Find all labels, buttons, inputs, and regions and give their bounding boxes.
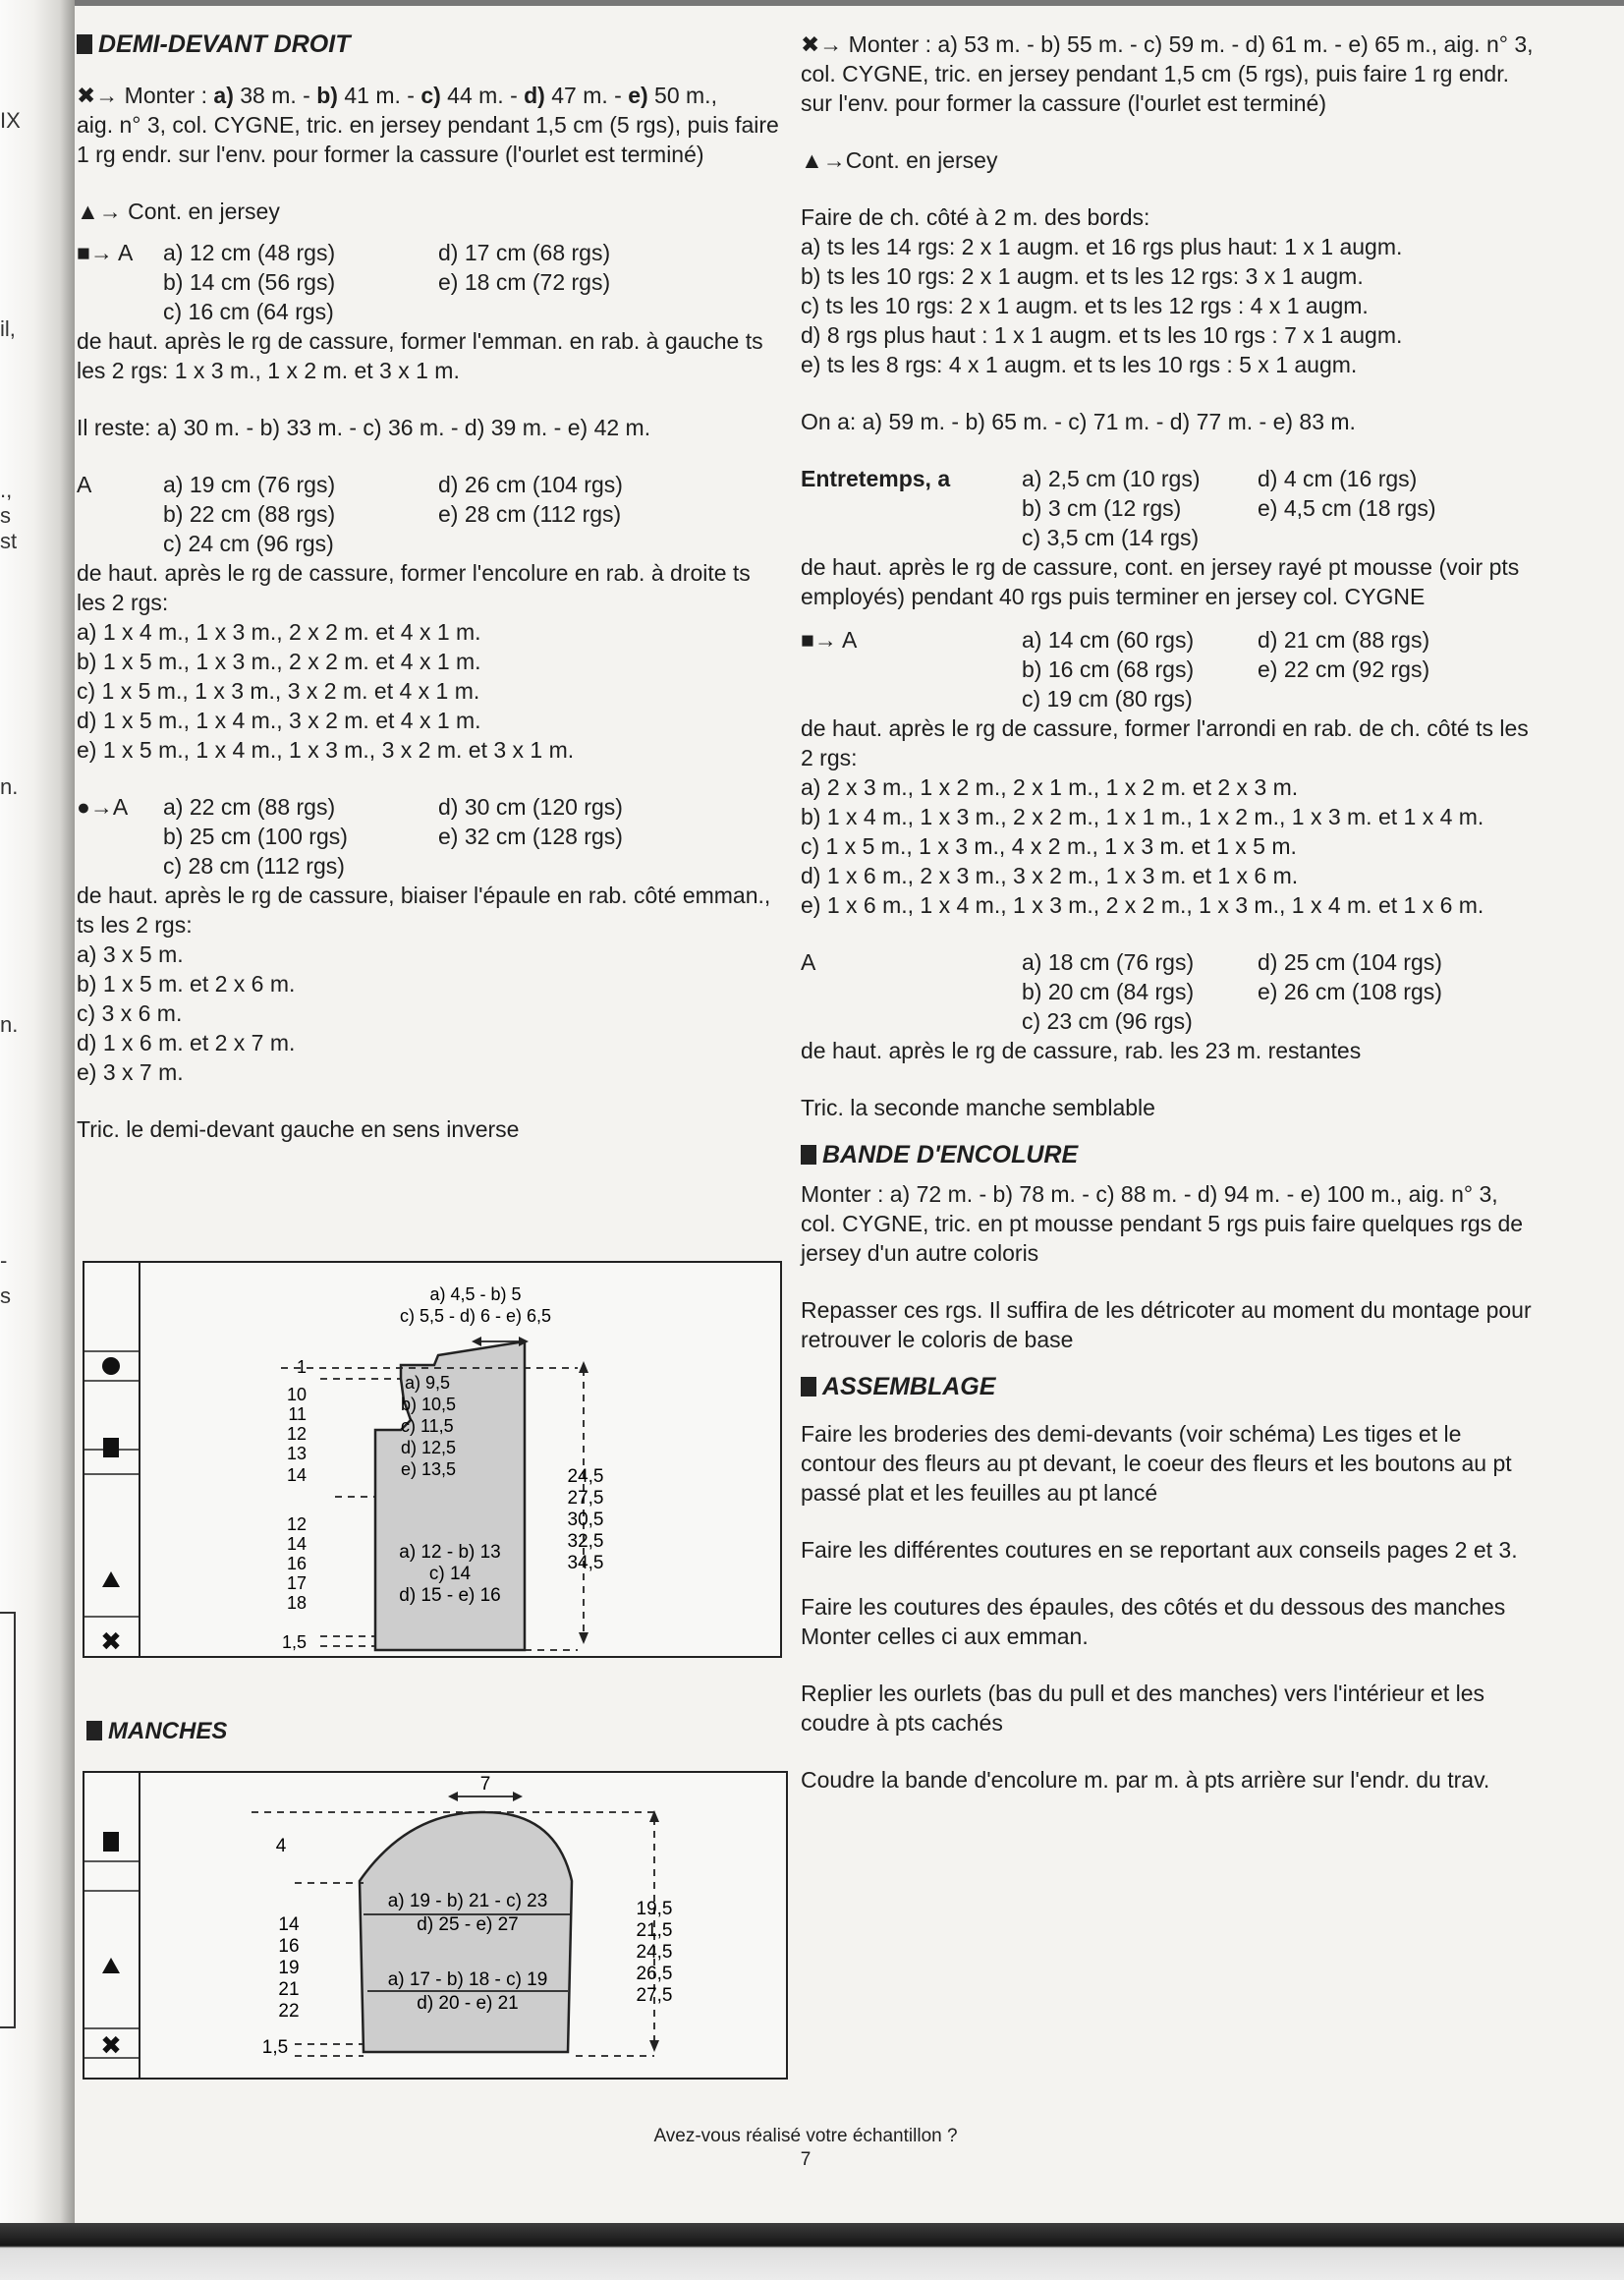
svg-text:14: 14 — [286, 1534, 307, 1554]
arrondi-line: c) 1 x 5 m., 1 x 3 m., 4 x 2 m., 1 x 3 m. et 1 x 5 m. — [801, 833, 1297, 859]
assemblage-step: Faire les broderies des demi-devants (voir schéma) Les tiges et le contour des fleurs au pt devant, le coeur des fleurs et les boutons au pt passé plat et les feuilles au pt lancé — [801, 1421, 1512, 1506]
augm-line: e) ts les 8 rgs: 4 x 1 augm. et ts les 10 rgs : 5 x 1 augm. — [801, 352, 1358, 377]
schema-top-label-2: c) 5,5 - d) 6 - e) 6,5 — [399, 1306, 552, 1326]
seconde-manche: Tric. la seconde manche semblable — [801, 1095, 1155, 1120]
svg-text:27,5: 27,5 — [636, 1985, 673, 2006]
augm-line: d) 8 rgs plus haut : 1 x 1 augm. et ts les 10 rgs : 7 x 1 augm. — [801, 322, 1403, 348]
page-number: 7 — [800, 2149, 812, 2170]
svg-text:d) 20 - e) 21: d) 20 - e) 21 — [417, 1993, 519, 2014]
svg-text:1,5: 1,5 — [281, 1632, 307, 1652]
assemblage-step: Faire les différentes coutures en se reportant aux conseils pages 2 et 3. — [801, 1537, 1518, 1563]
triangle-symbol-icon — [102, 1571, 120, 1587]
schema-row-labels — [282, 1357, 307, 1652]
shoulder-line: c) 3 x 6 m. — [77, 1000, 183, 1026]
assemblage-step: Faire les coutures des épaules, des côtés et du dessous des manches — [801, 1594, 1506, 1620]
svg-text:e) 13,5: e) 13,5 — [401, 1459, 457, 1479]
binding-text-fragment: st — [0, 529, 18, 553]
svg-text:c) 11,5: c) 11,5 — [401, 1416, 454, 1436]
svg-text:16: 16 — [278, 1936, 300, 1957]
svg-text:27,5: 27,5 — [567, 1488, 604, 1509]
neck-line: e) 1 x 5 m., 1 x 4 m., 1 x 3 m., 3 x 2 m. et 3 x 1 m. — [77, 737, 575, 763]
sleeve-height-labels — [637, 1899, 673, 2006]
neck-line: a) 1 x 4 m., 1 x 3 m., 2 x 2 m. et 4 x 1 m. — [77, 619, 481, 645]
armhole-measures: ■→ A a) 12 cm (48 rgs) d) 17 cm (68 rgs) b) 14 cm (56 rgs) e) 18 cm (72 rgs) c) 16 cm (64 rgs) — [77, 240, 611, 324]
square-symbol-icon — [103, 1438, 119, 1457]
neck-line: b) 1 x 5 m., 1 x 3 m., 2 x 2 m. et 4 x 1 m. — [77, 649, 481, 674]
sleeve-cont: ▲→Cont. en jersey — [801, 147, 998, 173]
svg-text:a) 9,5: a) 9,5 — [405, 1373, 451, 1393]
arrondi-line: e) 1 x 6 m., 1 x 4 m., 1 x 3 m., 2 x 2 m., 1 x 3 m., 1 x 4 m. et 1 x 6 m. — [801, 892, 1484, 918]
final-text: de haut. après le rg de cassure, rab. les 23 m. restantes — [801, 1038, 1362, 1063]
svg-text:32,5: 32,5 — [567, 1531, 604, 1552]
svg-text:1: 1 — [296, 1357, 307, 1377]
binding-text-fragment: ., — [0, 478, 13, 502]
svg-text:17: 17 — [286, 1573, 307, 1593]
shoulder-line: b) 1 x 5 m. et 2 x 6 m. — [77, 971, 296, 997]
augm-line: b) ts les 10 rgs: 2 x 1 augm. et ts les 12 rgs: 3 x 1 augm. — [801, 263, 1364, 289]
assemblage-step: Coudre la bande d'encolure m. par m. à pts arrière sur l'endr. du trav. — [801, 1767, 1490, 1793]
binding-text-fragment: il, — [0, 316, 16, 341]
sleeve-top-label: 7 — [479, 1774, 491, 1795]
footer-question: Avez-vous réalisé votre échantillon ? — [653, 2126, 958, 2146]
neck-line: c) 1 x 5 m., 1 x 3 m., 3 x 2 m. et 4 x 1 m. — [77, 678, 480, 704]
svg-text:d) 15 - e) 16: d) 15 - e) 16 — [399, 1585, 501, 1606]
shoulder-line: d) 1 x 6 m. et 2 x 7 m. — [77, 1030, 296, 1055]
left-column — [77, 29, 784, 1144]
svg-text:d) 12,5: d) 12,5 — [401, 1438, 457, 1457]
page-footer — [570, 2125, 1041, 2172]
svg-text:21,5: 21,5 — [636, 1920, 673, 1941]
arrondi-text: de haut. après le rg de cassure, former l'arrondi en rab. de ch. côté ts les 2 rgs: — [801, 715, 1529, 770]
shoulder-text: de haut. après le rg de cassure, biaiser l'épaule en rab. côté emman., ts les 2 rgs: — [77, 883, 771, 938]
cross-symbol-icon: ✖ — [100, 1627, 122, 1656]
schema-demi-devant — [83, 1261, 782, 1658]
assemblage-step: Monter celles ci aux emman. — [801, 1624, 1089, 1649]
augm-line: a) ts les 14 rgs: 2 x 1 augm. et 16 rgs plus haut: 1 x 1 augm. — [801, 234, 1403, 259]
square-symbol-icon — [103, 1832, 119, 1852]
svg-text:21: 21 — [278, 1979, 300, 2000]
sleeve-row-labels — [262, 1914, 300, 2058]
monter-instruction: ✖→ Monter : a) 38 m. - b) 41 m. - c) 44 m. - d) 47 m. - e) 50 m., — [77, 83, 717, 108]
binding-text-fragment: s — [0, 1283, 11, 1308]
circle-symbol-icon — [102, 1357, 120, 1375]
bottom-page-edge — [0, 2223, 1624, 2280]
cont-jersey: ▲→ Cont. en jersey — [77, 199, 280, 224]
binding-text-fragment: n. — [0, 774, 19, 799]
augm-line: c) ts les 10 rgs: 2 x 1 augm. et ts les 12 rgs : 4 x 1 augm. — [801, 293, 1369, 318]
svg-text:1,5: 1,5 — [261, 2037, 289, 2058]
top-edge — [75, 0, 1624, 6]
svg-text:a) 19 - b) 21 - c) 23: a) 19 - b) 21 - c) 23 — [387, 1891, 548, 1911]
section-title-assemblage: ASSEMBLAGE — [801, 1372, 1538, 1401]
arrondi-measures: ■→ A a) 14 cm (60 rgs) d) 21 cm (88 rgs) b) 16 cm (68 rgs) e) 22 cm (92 rgs) c) 19 cm (80 rgs) — [801, 627, 1430, 712]
svg-text:16: 16 — [286, 1554, 307, 1573]
svg-text:b) 10,5: b) 10,5 — [401, 1395, 457, 1414]
svg-text:14: 14 — [286, 1465, 307, 1485]
right-column — [801, 29, 1538, 1795]
sleeve-faire: Faire de ch. côté à 2 m. des bords: — [801, 204, 1150, 230]
schema-demi-devant-svg — [84, 1263, 780, 1656]
schema-manche — [83, 1771, 788, 2080]
triangle-symbol-icon — [102, 1958, 120, 1973]
repasser-text: Repasser ces rgs. Il suffira de les détricoter au moment du montage pour retrouver le coloris de base — [801, 1297, 1532, 1352]
inverse-note: Tric. le demi-devant gauche en sens inverse — [77, 1116, 520, 1142]
schema-top-label-1: a) 4,5 - b) 5 — [429, 1284, 522, 1304]
section-title-bande: BANDE D'ENCOLURE — [801, 1140, 1538, 1169]
sleeve-left-label: 4 — [275, 1836, 287, 1856]
svg-text:19: 19 — [278, 1958, 300, 1978]
on-a-count: On a: a) 59 m. - b) 65 m. - c) 71 m. - d) 77 m. - e) 83 m. — [801, 409, 1356, 434]
binding-text-fragment: - — [0, 1248, 8, 1273]
armhole-text: de haut. après le rg de cassure, former l'emman. en rab. à gauche ts les 2 rgs: 1 x 3 m., 1 x 2 m. et 3 x 1 m. — [77, 328, 763, 383]
monter-details: aig. n° 3, col. CYGNE, tric. en jersey pendant 1,5 cm (5 rgs), puis faire 1 rg endr. sur l'env. pour former la cassure (l'ourlet est terminé) — [77, 112, 779, 167]
svg-text:18: 18 — [286, 1593, 307, 1613]
schema-inner-labels — [401, 1373, 456, 1479]
svg-text:10: 10 — [286, 1385, 307, 1404]
svg-text:34,5: 34,5 — [567, 1553, 604, 1573]
svg-text:12: 12 — [286, 1424, 307, 1444]
shoulder-line: a) 3 x 5 m. — [77, 941, 184, 967]
shoulder-measures: ●→A a) 22 cm (88 rgs) d) 30 cm (120 rgs) b) 25 cm (100 rgs) e) 32 cm (128 rgs) c) 28 cm (112 rgs) — [77, 794, 623, 879]
schema-height-labels — [568, 1466, 604, 1573]
svg-text:13: 13 — [286, 1444, 307, 1463]
schema-manche-svg — [84, 1773, 786, 2078]
svg-text:11: 11 — [288, 1404, 307, 1424]
section-title-demi-devant: DEMI-DEVANT DROIT — [77, 29, 784, 59]
arrondi-line: b) 1 x 4 m., 1 x 3 m., 2 x 2 m., 1 x 1 m., 1 x 2 m., 1 x 3 m. et 1 x 4 m. — [801, 804, 1484, 829]
binding-text-fragment: IX — [0, 108, 21, 133]
binding-frame — [0, 1612, 16, 2028]
binding-text-fragment: n. — [0, 1012, 19, 1037]
svg-text:30,5: 30,5 — [567, 1510, 604, 1530]
svg-text:a) 17 - b) 18 - c) 19: a) 17 - b) 18 - c) 19 — [387, 1969, 548, 1990]
svg-text:a) 12 - b) 13: a) 12 - b) 13 — [399, 1542, 501, 1563]
neck-measures: A a) 19 cm (76 rgs) d) 26 cm (104 rgs) b) 22 cm (88 rgs) e) 28 cm (112 rgs) c) 24 cm (96 rgs) — [77, 472, 623, 556]
svg-text:24,5: 24,5 — [636, 1942, 673, 1963]
svg-text:26,5: 26,5 — [636, 1964, 673, 1984]
entretemps-measures: Entretemps, a a) 2,5 cm (10 rgs) d) 4 cm (16 rgs) b) 3 cm (12 rgs) e) 4,5 cm (18 rgs) c) 3,5 cm (14 rgs) — [801, 466, 1436, 550]
svg-text:12: 12 — [286, 1514, 307, 1534]
neck-text: de haut. après le rg de cassure, former l'encolure en rab. à droite ts les 2 rgs: — [77, 560, 751, 615]
neck-line: d) 1 x 5 m., 1 x 4 m., 3 x 2 m. et 4 x 1 m. — [77, 708, 481, 733]
svg-text:14: 14 — [278, 1914, 300, 1935]
bande-text: Monter : a) 72 m. - b) 78 m. - c) 88 m. - d) 94 m. - e) 100 m., aig. n° 3, col. CYGNE, tric. en pt mousse pendant 5 rgs puis faire quelques rgs de jersey d'un autre coloris — [801, 1181, 1524, 1266]
sleeve-monter: ✖→ Monter : a) 53 m. - b) 55 m. - c) 59 m. - d) 61 m. - e) 65 m., aig. n° 3, col. CYGNE, tric. en jersey pendant 1,5 cm (5 rgs), puis faire 1 rg endr. sur l'env. pour former la cassure (l'ourlet est terminé) — [801, 31, 1534, 116]
assemblage-step: Replier les ourlets (bas du pull et des manches) vers l'intérieur et les coudre à pts cachés — [801, 1681, 1484, 1736]
arrondi-line: d) 1 x 6 m., 2 x 3 m., 3 x 2 m., 1 x 3 m. et 1 x 6 m. — [801, 863, 1299, 888]
svg-text:22: 22 — [278, 2001, 300, 2022]
section-title-manches: MANCHES — [86, 1718, 227, 1745]
arrondi-line: a) 2 x 3 m., 1 x 2 m., 2 x 1 m., 1 x 2 m. et 2 x 3 m. — [801, 774, 1299, 800]
shoulder-line: e) 3 x 7 m. — [77, 1059, 184, 1085]
svg-text:c) 14: c) 14 — [428, 1564, 472, 1584]
svg-text:24,5: 24,5 — [567, 1466, 604, 1487]
final-measures: A a) 18 cm (76 rgs) d) 25 cm (104 rgs) b) 20 cm (84 rgs) e) 26 cm (108 rgs) c) 23 cm (96 rgs) — [801, 949, 1442, 1034]
binding-text-fragment: s — [0, 503, 11, 528]
cross-symbol-icon: ✖ — [100, 2031, 122, 2061]
entretemps-text: de haut. après le rg de cassure, cont. en jersey rayé pt mousse (voir pts employés) pendant 40 rgs puis terminer en jersey col. CYGNE — [801, 554, 1520, 609]
reste-count: Il reste: a) 30 m. - b) 33 m. - c) 36 m. - d) 39 m. - e) 42 m. — [77, 415, 651, 440]
svg-text:19,5: 19,5 — [636, 1899, 673, 1919]
svg-text:d) 25 - e) 27: d) 25 - e) 27 — [417, 1914, 519, 1935]
